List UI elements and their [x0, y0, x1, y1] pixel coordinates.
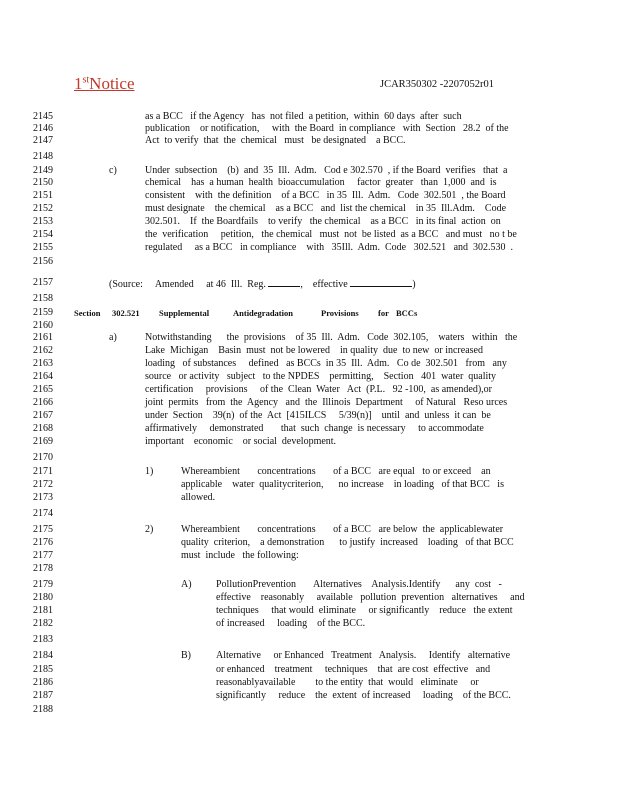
line-number: 2170: [33, 452, 53, 463]
text-line: quality criterion, a demonstration to justify increased loading of that BCC: [181, 537, 514, 548]
text-line: chemical has a human health bioaccumulation factor greater than 1,000 and is: [145, 177, 497, 188]
line-number: 2174: [33, 508, 53, 519]
line-number: 2172: [33, 479, 53, 490]
line-number: 2175: [33, 524, 53, 535]
text-line: Act to verify that the chemical must be designated a BCC.: [145, 135, 406, 146]
section-number: 302.521: [112, 308, 140, 318]
line-number: 2156: [33, 256, 53, 267]
text-line: Whereambient concentrations of a BCC are below the applicablewater: [181, 524, 504, 535]
text-line: publication or notification, with the Board in compliance with Section 28.2 of the: [145, 123, 509, 134]
text-line: must include the following:: [181, 550, 299, 561]
item-label: A): [181, 579, 192, 590]
text-line: of increased loading of the BCC.: [216, 618, 366, 629]
line-number: 2178: [33, 563, 53, 574]
line-number: 2183: [33, 634, 53, 645]
item-label: a): [109, 332, 117, 343]
line-number: 2159: [33, 307, 53, 318]
line-number: 2188: [33, 704, 53, 715]
line-number: 2160: [33, 320, 53, 331]
line-number: 2180: [33, 592, 53, 603]
text-line: consistent with the definition of a BCC in 35 Ill. Adm. Code 302.501 , the Board: [145, 190, 506, 201]
text-line: under Section 39(n) of the Act [415ILCS 5/39(n)] until and unless it can be: [145, 410, 491, 421]
text-line: as a BCC if the Agency has not filed a petition, within 60 days after such: [145, 111, 462, 122]
line-number: 2168: [33, 423, 53, 434]
text-line: Whereambient concentrations of a BCC are equal to or exceed an: [181, 466, 491, 477]
line-number: 2146: [33, 123, 53, 134]
line-number: 2184: [33, 650, 53, 661]
line-number: 2161: [33, 332, 53, 343]
section-title-word: Supplemental: [159, 308, 210, 318]
item-label: 1): [145, 466, 154, 477]
text-line: effective reasonably available pollution prevention alternatives and: [216, 592, 525, 603]
text-line: reasonablyavailable to the entity that would eliminate or: [216, 677, 479, 688]
item-label: 2): [145, 524, 154, 535]
section-word: Section: [74, 308, 101, 318]
text-line: affirmatively demonstrated that such change is necessary to accommodate: [145, 423, 484, 434]
text-line: Alternative or Enhanced Treatment Analysis. Identify alternative: [216, 650, 511, 661]
text-line: applicable water qualitycriterion, no increase in loading of that BCC is: [181, 479, 504, 490]
line-number: 2187: [33, 690, 53, 701]
text-line: PollutionPrevention Alternatives Analysis.Identify any cost -: [216, 579, 502, 590]
line-number: 2163: [33, 358, 53, 369]
text-line: loading of substances defined as BCCs in 35 Ill. Adm. Co de 302.501 from any: [145, 358, 507, 369]
text-line: or enhanced treatment techniques that are cost effective and: [216, 664, 491, 675]
text-line: regulated as a BCC in compliance with 35Ill. Adm. Code 302.521 and 302.530 .: [145, 242, 514, 253]
section-title-word: Provisions: [321, 308, 359, 318]
line-number: 2155: [33, 242, 53, 253]
line-number: 2169: [33, 436, 53, 447]
section-title-word: Antidegradation: [233, 308, 293, 318]
section-title-word: for: [378, 308, 389, 318]
line-number: 2185: [33, 664, 53, 675]
item-label: c): [109, 165, 117, 176]
line-number: 2177: [33, 550, 53, 561]
line-number: 2150: [33, 177, 53, 188]
line-number: 2153: [33, 216, 53, 227]
blank-line: [350, 277, 412, 287]
line-number: 2179: [33, 579, 53, 590]
line-number: 2164: [33, 371, 53, 382]
text-line: significantly reduce the extent of increased loading of the BCC.: [216, 690, 511, 701]
line-number: 2176: [33, 537, 53, 548]
text-line: Lake Michigan Basin must not be lowered in quality due to new or increased: [145, 345, 483, 356]
item-label: B): [181, 650, 191, 661]
line-number: 2162: [33, 345, 53, 356]
text-line: Under subsection (b) and 35 Ill. Adm. Cod e 302.570 , if the Board verifies that a: [145, 165, 508, 176]
line-number: 2154: [33, 229, 53, 240]
text-line: important economic or social development.: [145, 436, 337, 447]
line-number: 2186: [33, 677, 53, 688]
line-number: 2166: [33, 397, 53, 408]
line-number: 2147: [33, 135, 53, 146]
line-number: 2165: [33, 384, 53, 395]
line-number: 2173: [33, 492, 53, 503]
line-number: 2181: [33, 605, 53, 616]
line-number: 2158: [33, 293, 53, 304]
text-line: source or activity subject to the NPDES permitting, Section 401 water quality: [145, 371, 497, 382]
text-line: 302.501. If the Boardfails to verify the chemical as a BCC in its final action on: [145, 216, 501, 227]
line-number: 2145: [33, 111, 53, 122]
text-line: allowed.: [181, 492, 216, 503]
blank-line: [268, 277, 300, 287]
source-note: (Source: Amended at 46 Ill. Reg. , effective ): [109, 279, 416, 290]
line-number: 2149: [33, 165, 53, 176]
jcar-code: JCAR350302 -2207052r01: [380, 79, 495, 90]
line-number: 2148: [33, 151, 53, 162]
text-line: the verification petition, the chemical must not be listed as a BCC and must no t be: [145, 229, 517, 240]
section-title-word: BCCs: [396, 308, 418, 318]
notice-label: 1stNotice: [74, 74, 135, 93]
text-line: must designate the chemical as a BCC and list the chemical in 35 Ill.Adm. Code: [145, 203, 507, 214]
text-line: techniques that would eliminate or significantly reduce the extent: [216, 605, 513, 616]
line-number: 2167: [33, 410, 53, 421]
line-number: 2152: [33, 203, 53, 214]
text-line: joint permits from the Agency and the Illinois Department of Natural Reso urces: [145, 397, 508, 408]
text-line: Notwithstanding the provisions of 35 Ill. Adm. Code 302.105, waters within the: [145, 332, 518, 343]
line-number: 2182: [33, 618, 53, 629]
line-number: 2151: [33, 190, 53, 201]
line-number: 2157: [33, 277, 53, 288]
line-number: 2171: [33, 466, 53, 477]
text-line: certification provisions of the Clean Water Act (P.L. 92 -100, as amended),or: [145, 384, 492, 395]
